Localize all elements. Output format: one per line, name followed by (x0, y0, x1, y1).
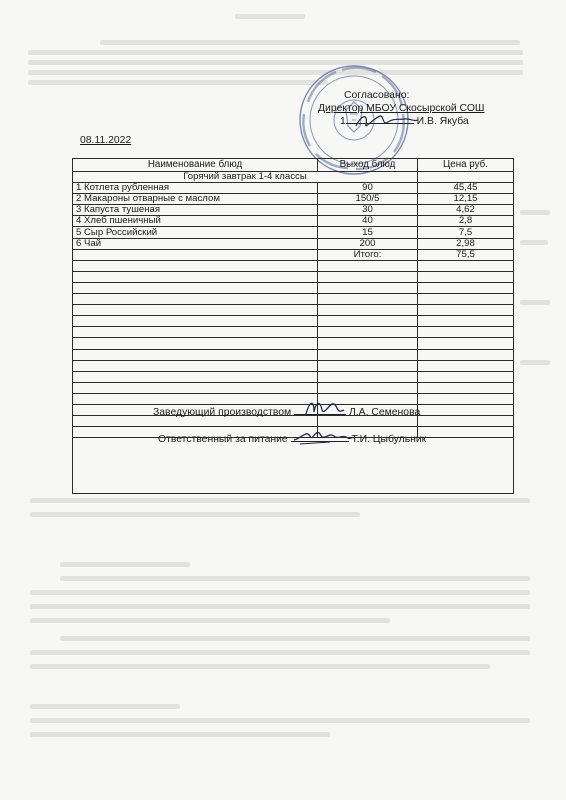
nutrition-signature (290, 424, 356, 448)
table-row (73, 194, 514, 205)
dish-name: 6 Чай (73, 238, 318, 249)
dish-price: 7,5 (418, 227, 514, 238)
production-label: Заведующий производством (153, 407, 292, 418)
total-label: Итого: (318, 249, 418, 260)
approval-agreed-label: Согласовано: (344, 90, 410, 101)
section-title: Горячий завтрак 1-4 классы (73, 172, 418, 183)
empty-row (73, 371, 514, 382)
empty-row (73, 382, 514, 393)
empty-row (73, 271, 514, 282)
production-signature (300, 396, 350, 420)
dish-name: 3 Капуста тушеная (73, 205, 318, 216)
empty-row (73, 360, 514, 371)
empty-row (73, 282, 514, 293)
header-portion: Выход блюд (318, 159, 418, 172)
dish-name: 4 Хлеб пшеничный (73, 216, 318, 227)
approval-sign-prefix: 1 (340, 116, 346, 127)
production-signature-line (153, 407, 420, 418)
empty-row (73, 260, 514, 271)
empty-row (73, 316, 514, 327)
dish-portion: 30 (318, 205, 418, 216)
dish-name: 2 Макароны отварные с маслом (73, 194, 318, 205)
table-row (73, 205, 514, 216)
dish-price: 4,62 (418, 205, 514, 216)
empty-row (73, 338, 514, 349)
table-row (73, 238, 514, 249)
nutrition-name: Т.И. Цыбульник (351, 434, 427, 445)
dish-portion: 40 (318, 216, 418, 227)
table-header-row (73, 159, 514, 172)
total-row (73, 249, 514, 260)
approval-director-name: И.В. Якуба (416, 116, 469, 127)
approval-director-title: Директор МБОУ Скосырской СОШ (318, 103, 485, 114)
production-name: Л.А. Семенова (348, 407, 421, 418)
dish-price: 2,98 (418, 238, 514, 249)
empty-row (73, 305, 514, 316)
empty-row (73, 327, 514, 338)
header-dish-name: Наименование блюд (73, 159, 318, 172)
dish-price: 45,45 (418, 183, 514, 194)
dish-portion: 90 (318, 183, 418, 194)
dish-price: 2,8 (418, 216, 514, 227)
table-row (73, 183, 514, 194)
total-value: 75,5 (418, 249, 514, 260)
table-row (73, 227, 514, 238)
empty-row (73, 294, 514, 305)
section-row (73, 172, 514, 183)
empty-row (73, 349, 514, 360)
dish-name: 1 Котлета рубленная (73, 183, 318, 194)
dish-portion: 150/5 (318, 194, 418, 205)
dish-name: 5 Сыр Российский (73, 227, 318, 238)
empty-row (73, 393, 514, 404)
dish-portion: 15 (318, 227, 418, 238)
dish-price: 12,15 (418, 194, 514, 205)
nutrition-label: Ответственный за питание (158, 434, 288, 445)
director-signature (352, 110, 422, 132)
table-row (73, 216, 514, 227)
document-date: 08.11.2022 (80, 135, 132, 146)
header-price: Цена руб. (418, 159, 514, 172)
dish-portion: 200 (318, 238, 418, 249)
